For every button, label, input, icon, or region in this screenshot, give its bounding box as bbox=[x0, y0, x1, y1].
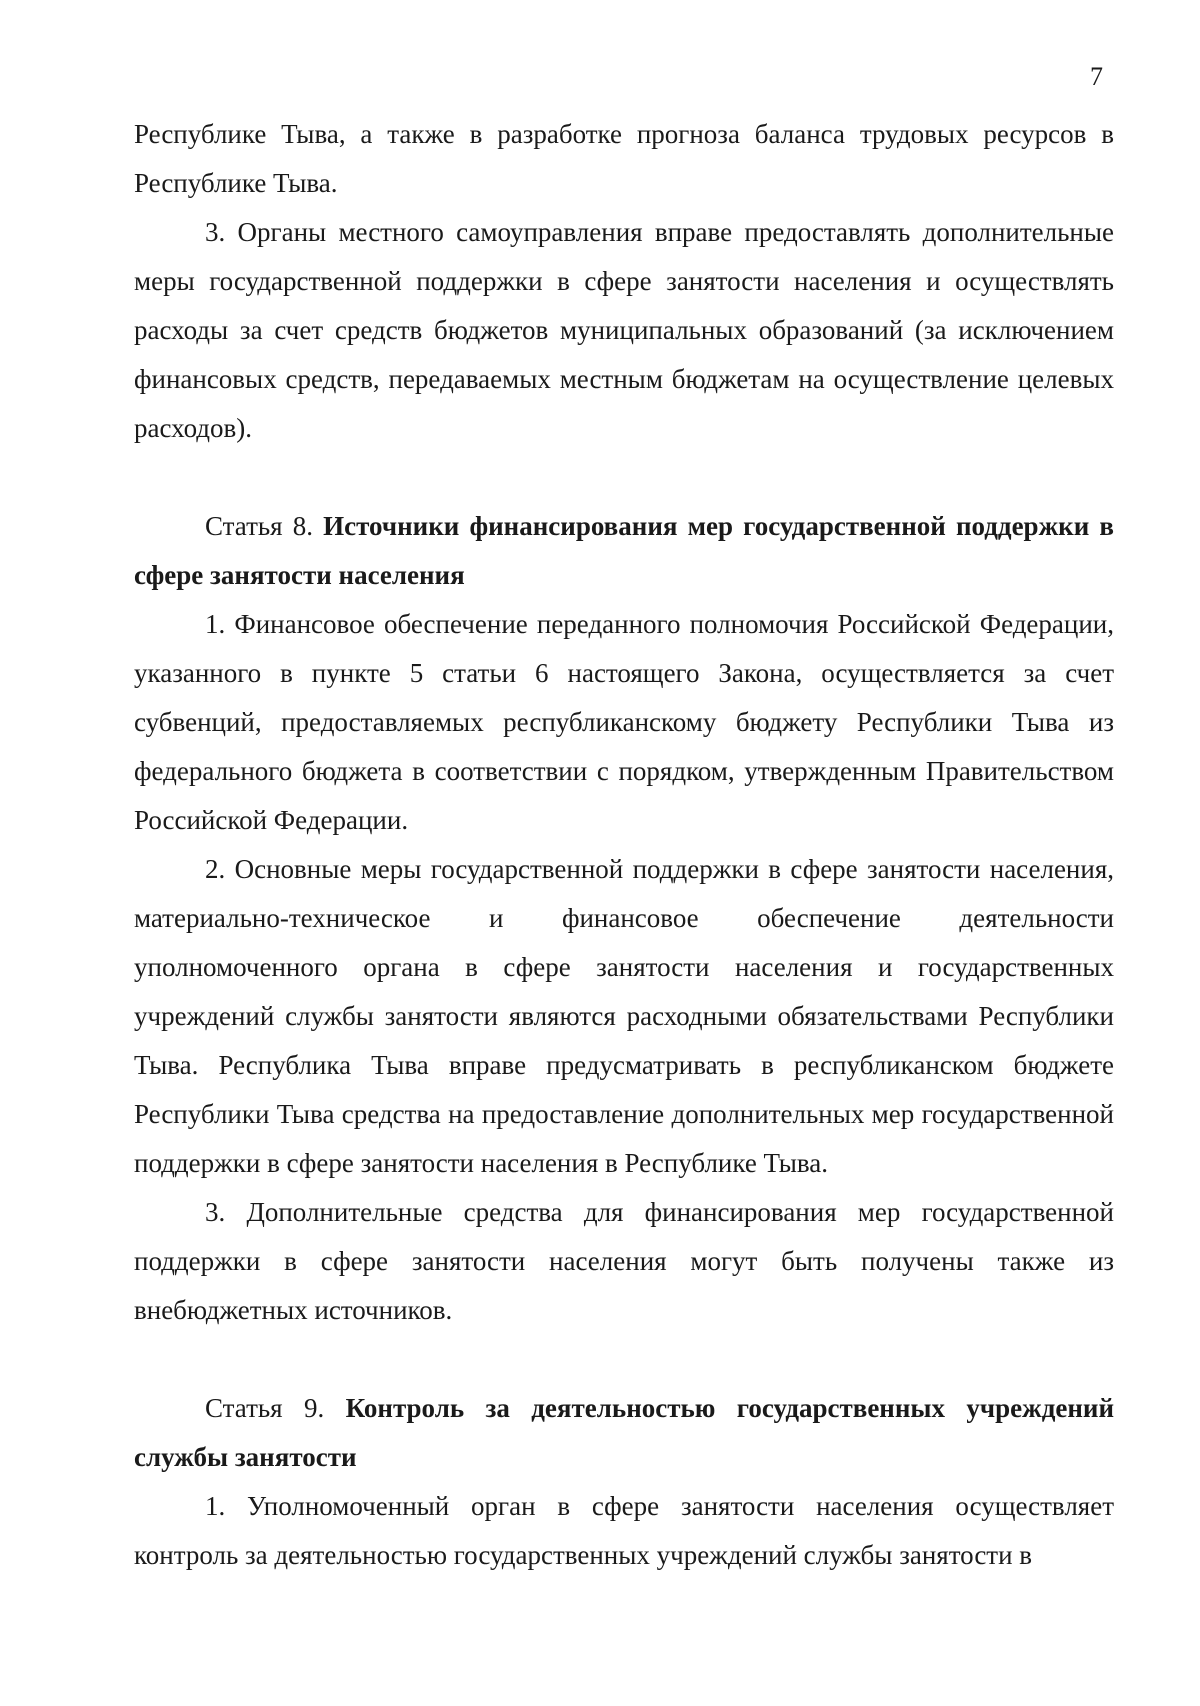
paragraph-item-3-local-government: 3. Органы местного самоуправления вправе предоставлять дополнительные меры государственной поддержки в сфере занятости населения и осуществлять расходы за счет средств бюджетов муниципальных образований (за исключением финансовых средств, передаваемых местным бюджетам на осуществление целевых расходов). bbox=[134, 217, 1114, 443]
article-8-item-2: 2. Основные меры государственной поддержки в сфере занятости населения, материально-техническое и финансовое обеспечение деятельности уполномоченного органа в сфере занятости населения и государственных учреждений службы занятости являются расходными обязательствами Республики Тыва. Республика Тыва вправе предусматривать в республиканском бюджете Республики Тыва средства на предоставление дополнительных мер государственной поддержки в сфере занятости населения в Республике Тыва. bbox=[134, 854, 1114, 1178]
article-8-title: Источники финансирования мер государственной поддержки в сфере занятости населения bbox=[134, 511, 1114, 590]
article-8-heading bbox=[134, 502, 1114, 600]
document-body bbox=[134, 110, 1114, 1580]
article-8-item-1: 1. Финансовое обеспечение переданного полномочия Российской Федерации, указанного в пункте 5 статьи 6 настоящего Закона, осуществляется за счет субвенций, предоставляемых республиканскому бюджету Республики Тыва из федерального бюджета в соответствии с порядком, утвержденным Правительством Российской Федерации. bbox=[134, 609, 1114, 835]
page-number: 7 bbox=[1090, 62, 1103, 91]
article-9-item-1: 1. Уполномоченный орган в сфере занятости населения осуществляет контроль за деятельностью государственных учреждений службы занятости в bbox=[134, 1491, 1114, 1570]
article-9-label: Статья 9. bbox=[205, 1393, 325, 1423]
article-9-title: Контроль за деятельностью государственных учреждений службы занятости bbox=[134, 1393, 1115, 1472]
paragraph-continuation: Республике Тыва, а также в разработке прогноза баланса трудовых ресурсов в Республике Тыва. bbox=[134, 119, 1114, 198]
article-8-label: Статья 8. bbox=[205, 511, 313, 541]
article-8-item-3: 3. Дополнительные средства для финансирования мер государственной поддержки в сфере занятости населения могут быть получены также из внебюджетных источников. bbox=[134, 1197, 1114, 1325]
article-9-heading bbox=[134, 1384, 1114, 1482]
